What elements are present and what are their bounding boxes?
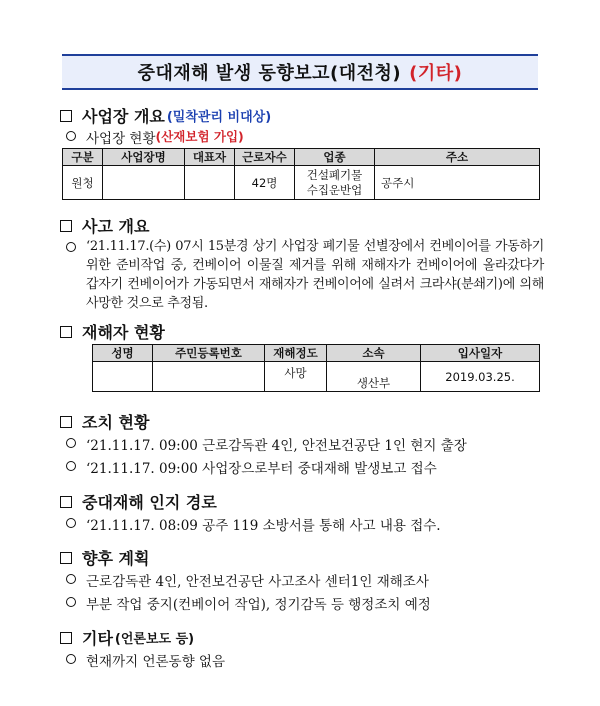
- list-item: [66, 514, 441, 534]
- square-bullet-icon: [60, 416, 72, 428]
- list-item-text: ‘21.11.17. 09:00 사업장으로부터 중대재해 발생보고 접수: [86, 461, 437, 477]
- table-header-row: [63, 149, 540, 166]
- table-row: [63, 166, 540, 200]
- table-header: 대표자: [185, 149, 235, 166]
- section-recognition: [60, 490, 217, 513]
- list-item-text: 현재까지 언론동향 없음: [86, 654, 225, 670]
- table-header: 주소: [375, 149, 540, 166]
- table-row: [93, 362, 540, 392]
- cell-hire-date: 2019.03.25.: [421, 362, 540, 392]
- square-bullet-icon: [60, 552, 72, 564]
- list-item: [66, 650, 225, 670]
- section-note: (밀착관리 비대상): [166, 110, 272, 125]
- bullet-workplace-status: [66, 127, 244, 147]
- list-item-text: ‘21.11.17. 09:00 근로감독관 4인, 안전보건공단 1인 현지 출장: [86, 438, 467, 454]
- table-header: 업종: [295, 149, 375, 166]
- table-header: 사업장명: [103, 149, 185, 166]
- industry-line-1: 건설폐기물: [306, 167, 363, 182]
- list-item-text: 근로감독관 4인, 안전보건공단 사고조사 센터1인 재해조사: [86, 574, 429, 590]
- accident-description: [66, 237, 544, 313]
- bullet-label: 사업장 현황: [86, 131, 156, 147]
- section-heading: 중대재해 인지 경로: [82, 493, 217, 512]
- section-action: [60, 410, 149, 433]
- list-item: [66, 570, 429, 590]
- cell-address: 공주시: [375, 166, 540, 200]
- circle-bullet-icon: [66, 438, 76, 448]
- square-bullet-icon: [60, 110, 72, 122]
- table-header: 성명: [93, 345, 153, 362]
- table-header: 근로자수: [235, 149, 295, 166]
- circle-bullet-icon: [66, 574, 76, 584]
- table-header: 재해정도: [265, 345, 327, 362]
- document-title: [62, 54, 538, 90]
- list-item-text: ‘21.11.17. 08:09 공주 119 소방서를 통해 사고 내용 접수.: [86, 518, 441, 534]
- table-header: 입사일자: [421, 345, 540, 362]
- circle-bullet-icon: [66, 654, 76, 664]
- circle-bullet-icon: [66, 597, 76, 607]
- cell-id: [153, 362, 265, 392]
- bullet-note: (산재보험 가입): [155, 129, 244, 144]
- section-heading: 사고 개요: [82, 217, 150, 236]
- circle-bullet-icon: [66, 461, 76, 471]
- section-note: (언론보도 등): [114, 632, 195, 647]
- circle-bullet-icon: [66, 518, 76, 528]
- accident-text: ‘21.11.17.(수) 07시 15분경 상기 사업장 폐기물 선별장에서 컨베이어를 가동하기 위한 준비작업 중, 컨베이어 이물질 제거를 위해 재해자가 컨베이어에 올라갔다가 갑자기 컨베이어가 가동되면서 재해자가 컨베이어에 실려서 크라샤(분쇄기)에 의해 사망한 것으로 추정됨.: [86, 239, 544, 311]
- section-accident: [60, 214, 149, 237]
- circle-bullet-icon: [66, 242, 76, 252]
- section-workplace: [60, 104, 271, 127]
- cell-name: [103, 166, 185, 200]
- square-bullet-icon: [60, 220, 72, 232]
- square-bullet-icon: [60, 632, 72, 644]
- title-tag: (기타): [409, 63, 463, 84]
- table-header: 구분: [63, 149, 103, 166]
- cell-workers: 42명: [235, 166, 295, 200]
- cell-industry: [295, 166, 375, 200]
- section-heading: 향후 계획: [82, 549, 150, 568]
- section-heading: 기타: [82, 629, 113, 648]
- cell-degree: 사망: [265, 362, 327, 392]
- section-victim: [60, 320, 165, 343]
- list-item: [66, 593, 431, 613]
- victim-table: [92, 344, 540, 392]
- industry-line-2: 수집운반업: [306, 182, 363, 197]
- square-bullet-icon: [60, 326, 72, 338]
- cell-name: [93, 362, 153, 392]
- square-bullet-icon: [60, 496, 72, 508]
- cell-affiliation: 생산부: [327, 362, 421, 392]
- list-item-text: 부분 작업 중지(컨베이어 작업), 정기감독 등 행정조치 예정: [86, 597, 431, 613]
- table-header: 주민등록번호: [153, 345, 265, 362]
- table-header: 소속: [327, 345, 421, 362]
- section-heading: 사업장 개요: [82, 107, 165, 126]
- cell-ceo: [185, 166, 235, 200]
- table-header-row: [93, 345, 540, 362]
- list-item: [66, 457, 437, 477]
- cell-type: 원청: [63, 166, 103, 200]
- workplace-table: [62, 148, 540, 200]
- title-main: 중대재해 발생 동향보고(대전청): [137, 63, 402, 84]
- section-heading: 조치 현황: [82, 413, 150, 432]
- circle-bullet-icon: [66, 131, 76, 141]
- section-other: [60, 626, 194, 649]
- list-item: [66, 434, 467, 454]
- section-plan: [60, 546, 149, 569]
- section-heading: 재해자 현황: [82, 323, 165, 342]
